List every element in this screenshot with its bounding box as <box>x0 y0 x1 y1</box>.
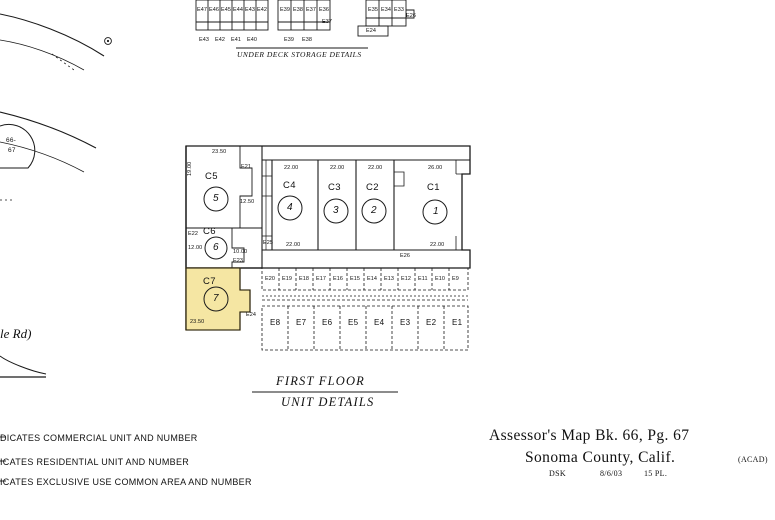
unit-number-3: 3 <box>333 205 339 216</box>
parcel-corner-top: 66- <box>6 137 16 144</box>
unit-number-7: 7 <box>213 293 219 304</box>
storage-label-e2: E2 <box>426 318 437 327</box>
unit-number-5: 5 <box>213 193 219 204</box>
under-deck-label-e38: E38 <box>302 37 313 43</box>
under-deck-label-e42b: E42 <box>257 7 268 13</box>
unit-label-c6: C6 <box>203 226 216 237</box>
storage-label-e11: E11 <box>418 276 428 282</box>
under-deck-label-e38b: E38 <box>293 7 304 13</box>
dim-row-bottom-2: 22.00 <box>430 242 445 248</box>
unit-label-c5: C5 <box>205 171 218 182</box>
unit-number-6: 6 <box>213 242 219 253</box>
under-deck-label-e26: E26 <box>406 13 417 19</box>
storage-label-e10: E10 <box>435 276 446 282</box>
storage-label-e18: E18 <box>299 276 310 282</box>
unit-label-c7: C7 <box>203 276 216 287</box>
dim-c4-top: 22.00 <box>284 165 299 171</box>
legend-item-exclusive-use: ICATES EXCLUSIVE USE COMMON AREA AND NUMBER <box>0 477 252 487</box>
under-deck-label-e33: E33 <box>394 7 405 13</box>
under-deck-label-e43: E43 <box>199 37 210 43</box>
storage-label-e9: E9 <box>452 276 459 282</box>
section-header-unit-details: UNIT DETAILS <box>281 395 375 409</box>
under-deck-caption: UNDER DECK STORAGE DETAILS <box>237 50 362 59</box>
unit-label-c3: C3 <box>328 182 341 193</box>
dim-c5-left: 19.00 <box>187 161 193 176</box>
edge-label-e24c: E24 <box>246 312 257 318</box>
dim-c2-top: 22.00 <box>368 165 383 171</box>
under-deck-label-e45: E45 <box>221 7 232 13</box>
edge-label-e23: E23 <box>233 258 244 264</box>
dim-row-bottom-1: 22.00 <box>286 242 301 248</box>
section-header-first-floor: FIRST FLOOR <box>276 374 366 388</box>
storage-label-e15: E15 <box>350 276 361 282</box>
road-label: le Rd) <box>0 326 32 341</box>
under-deck-label-e34: E34 <box>381 7 392 13</box>
storage-label-e14: E14 <box>367 276 378 282</box>
map-title-date: 8/6/03 <box>600 469 623 478</box>
unit-label-c4: C4 <box>283 180 296 191</box>
under-deck-label-e42: E42 <box>215 37 226 43</box>
dim-c7-bottom: 23.50 <box>190 319 205 325</box>
under-deck-label-e37: E37 <box>306 7 317 13</box>
storage-label-e3: E3 <box>400 318 411 327</box>
map-title-main: Assessor's Map Bk. 66, Pg. 67 <box>489 427 690 444</box>
map-title-initials: DSK <box>549 469 566 478</box>
unit-number-4: 4 <box>287 202 293 213</box>
dim-c6-left: 12.00 <box>188 245 203 251</box>
under-deck-label-e39b: E39 <box>280 7 291 13</box>
edge-label-e26b: E26 <box>400 253 411 259</box>
map-title-sub: Sonoma County, Calif. <box>525 449 676 466</box>
legend-item-commercial: DICATES COMMERCIAL UNIT AND NUMBER <box>0 433 198 443</box>
parcel-corner-bottom: 67 <box>8 147 16 154</box>
edge-label-e25: E25 <box>263 240 274 246</box>
under-deck-label-e40: E40 <box>247 37 258 43</box>
storage-label-e7: E7 <box>296 318 307 327</box>
unit-label-c1: C1 <box>427 182 440 193</box>
under-deck-label-e24b: E24 <box>366 28 377 34</box>
legend-item-residential: ICATES RESIDENTIAL UNIT AND NUMBER <box>0 457 190 467</box>
dim-c5-right: 12.50 <box>240 199 255 205</box>
dim-c6-right: 10.00 <box>233 249 248 255</box>
under-deck-label-e47: E47 <box>197 7 208 13</box>
under-deck-label-e43b: E43 <box>245 7 256 13</box>
dim-c1-top: 26.00 <box>428 165 443 171</box>
storage-label-e1: E1 <box>452 318 463 327</box>
unit-number-2: 2 <box>371 205 377 216</box>
under-deck-label-e46: E46 <box>209 7 220 13</box>
under-deck-label-e41: E41 <box>231 37 242 43</box>
under-deck-label-e37b: E37 <box>322 19 333 25</box>
storage-label-e6: E6 <box>322 318 333 327</box>
dim-c3-top: 22.00 <box>330 165 345 171</box>
unit-number-1: 1 <box>433 206 439 217</box>
map-title-sheet: 15 PL. <box>644 469 668 478</box>
storage-label-e12: E12 <box>401 276 412 282</box>
unit-label-c2: C2 <box>366 182 379 193</box>
under-deck-label-e36: E36 <box>319 7 330 13</box>
dotted-guides <box>0 54 74 200</box>
under-deck-label-e44: E44 <box>233 7 244 13</box>
storage-label-e16: E16 <box>333 276 344 282</box>
under-deck-label-e35: E35 <box>368 7 379 13</box>
storage-label-e19: E19 <box>282 276 293 282</box>
dim-c5-top: 23.50 <box>212 149 227 155</box>
road-markers <box>105 38 112 45</box>
storage-label-e20: E20 <box>265 276 276 282</box>
lower-left-lines <box>0 356 46 377</box>
map-title-acad: (ACAD) <box>738 455 768 464</box>
under-deck-label-e39: E39 <box>284 37 295 43</box>
storage-label-e5: E5 <box>348 318 359 327</box>
storage-label-e4: E4 <box>374 318 385 327</box>
storage-label-e17: E17 <box>316 276 327 282</box>
edge-label-e22: E22 <box>188 231 199 237</box>
storage-label-e13: E13 <box>384 276 395 282</box>
storage-label-e8: E8 <box>270 318 281 327</box>
edge-label-e21: E21 <box>241 164 252 170</box>
